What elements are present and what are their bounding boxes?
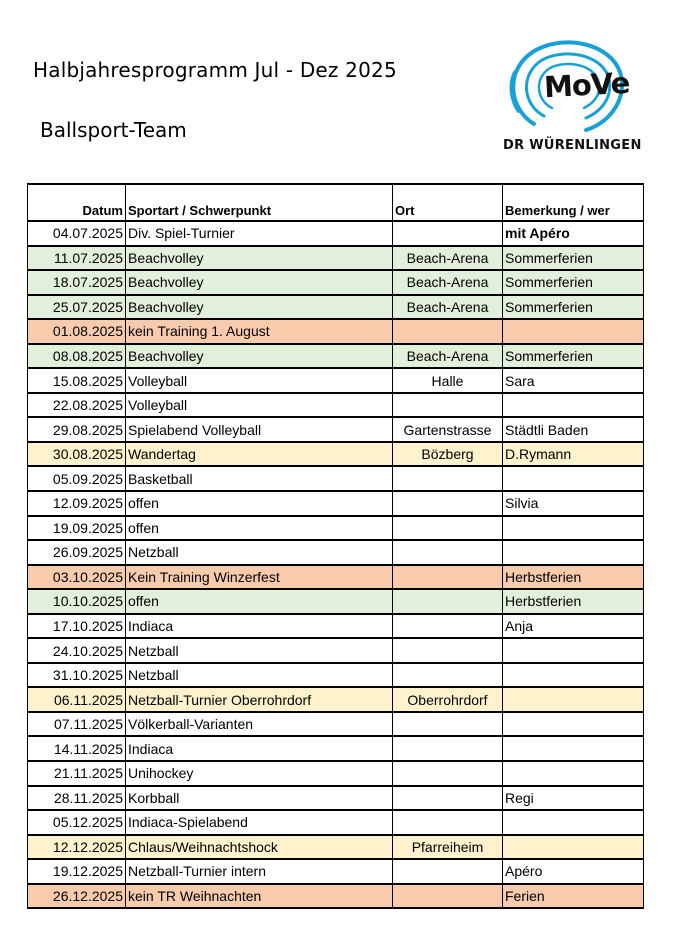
- table-row: [28, 736, 644, 761]
- cell-ort: [393, 859, 503, 884]
- cell-ort: Bözberg: [393, 442, 503, 467]
- table-row: [28, 295, 644, 320]
- cell-bemerkung: Silvia: [503, 491, 644, 516]
- cell-sportart: Netzball: [126, 638, 393, 663]
- table-row: [28, 442, 644, 467]
- table-row: [28, 786, 644, 811]
- header-datum: Datum: [28, 184, 126, 221]
- cell-sportart: Netzball-Turnier Oberrohrdorf: [126, 687, 393, 712]
- cell-datum: 07.11.2025: [28, 712, 126, 737]
- cell-bemerkung: Sommerferien: [503, 344, 644, 369]
- cell-bemerkung: mit Apéro: [503, 221, 644, 246]
- table-row: [28, 516, 644, 541]
- cell-ort: Beach-Arena: [393, 344, 503, 369]
- cell-bemerkung: Städtli Baden: [503, 417, 644, 442]
- cell-datum: 05.09.2025: [28, 466, 126, 491]
- cell-bemerkung: [503, 736, 644, 761]
- cell-ort: [393, 589, 503, 614]
- cell-bemerkung: Sommerferien: [503, 295, 644, 320]
- cell-ort: Pfarreiheim: [393, 835, 503, 860]
- table-row: [28, 663, 644, 688]
- cell-bemerkung: [503, 663, 644, 688]
- cell-ort: [393, 712, 503, 737]
- cell-ort: Halle: [393, 368, 503, 393]
- cell-bemerkung: [503, 761, 644, 786]
- cell-sportart: Korbball: [126, 786, 393, 811]
- cell-datum: 19.09.2025: [28, 516, 126, 541]
- cell-bemerkung: [503, 540, 644, 565]
- table-row: [28, 589, 644, 614]
- cell-ort: Beach-Arena: [393, 295, 503, 320]
- cell-bemerkung: [503, 687, 644, 712]
- cell-ort: [393, 810, 503, 835]
- cell-ort: [393, 884, 503, 909]
- cell-datum: 19.12.2025: [28, 859, 126, 884]
- table-row: [28, 761, 644, 786]
- table-row: [28, 393, 644, 418]
- move-logo: [500, 38, 642, 163]
- cell-sportart: offen: [126, 491, 393, 516]
- table-header-row: [28, 184, 644, 221]
- cell-datum: 12.09.2025: [28, 491, 126, 516]
- cell-sportart: Beachvolley: [126, 295, 393, 320]
- cell-datum: 11.07.2025: [28, 246, 126, 271]
- cell-datum: 31.10.2025: [28, 663, 126, 688]
- cell-bemerkung: [503, 712, 644, 737]
- table-row: [28, 835, 644, 860]
- cell-sportart: Div. Spiel-Turnier: [126, 221, 393, 246]
- cell-bemerkung: [503, 810, 644, 835]
- cell-sportart: Völkerball-Varianten: [126, 712, 393, 737]
- cell-sportart: Beachvolley: [126, 246, 393, 271]
- header-ort: Ort: [393, 184, 503, 221]
- cell-ort: Oberrohrdorf: [393, 687, 503, 712]
- cell-sportart: Spielabend Volleyball: [126, 417, 393, 442]
- table-row: [28, 466, 644, 491]
- cell-ort: [393, 736, 503, 761]
- cell-sportart: Volleyball: [126, 393, 393, 418]
- cell-bemerkung: [503, 393, 644, 418]
- cell-datum: 06.11.2025: [28, 687, 126, 712]
- header-bemerkung: Bemerkung / wer: [503, 184, 644, 221]
- cell-ort: Beach-Arena: [393, 270, 503, 295]
- cell-sportart: Indiaca: [126, 614, 393, 639]
- cell-datum: 21.11.2025: [28, 761, 126, 786]
- cell-ort: [393, 516, 503, 541]
- cell-sportart: Netzball: [126, 663, 393, 688]
- cell-bemerkung: Regi: [503, 786, 644, 811]
- cell-sportart: Netzball-Turnier intern: [126, 859, 393, 884]
- cell-sportart: Indiaca-Spielabend: [126, 810, 393, 835]
- table-row: [28, 712, 644, 737]
- cell-datum: 26.09.2025: [28, 540, 126, 565]
- cell-sportart: kein Training 1. August: [126, 319, 393, 344]
- cell-datum: 14.11.2025: [28, 736, 126, 761]
- cell-ort: Gartenstrasse: [393, 417, 503, 442]
- table-row: [28, 368, 644, 393]
- cell-bemerkung: Apéro: [503, 859, 644, 884]
- logo-wordmark: MoVe: [543, 65, 631, 105]
- cell-bemerkung: [503, 466, 644, 491]
- cell-bemerkung: Anja: [503, 614, 644, 639]
- cell-sportart: Netzball: [126, 540, 393, 565]
- table-row: [28, 344, 644, 369]
- cell-bemerkung: [503, 516, 644, 541]
- cell-datum: 15.08.2025: [28, 368, 126, 393]
- table-row: [28, 491, 644, 516]
- cell-ort: [393, 491, 503, 516]
- cell-sportart: Kein Training Winzerfest: [126, 565, 393, 590]
- cell-datum: 01.08.2025: [28, 319, 126, 344]
- cell-bemerkung: Herbstferien: [503, 589, 644, 614]
- cell-sportart: Beachvolley: [126, 344, 393, 369]
- cell-datum: 18.07.2025: [28, 270, 126, 295]
- table-row: [28, 319, 644, 344]
- table-row: [28, 638, 644, 663]
- cell-ort: [393, 638, 503, 663]
- cell-bemerkung: [503, 319, 644, 344]
- cell-ort: [393, 663, 503, 688]
- cell-datum: 24.10.2025: [28, 638, 126, 663]
- cell-ort: Beach-Arena: [393, 246, 503, 271]
- cell-datum: 25.07.2025: [28, 295, 126, 320]
- cell-sportart: Chlaus/Weihnachtshock: [126, 835, 393, 860]
- table-row: [28, 884, 644, 909]
- cell-sportart: Beachvolley: [126, 270, 393, 295]
- cell-datum: 28.11.2025: [28, 786, 126, 811]
- cell-sportart: Volleyball: [126, 368, 393, 393]
- cell-datum: 17.10.2025: [28, 614, 126, 639]
- table-row: [28, 417, 644, 442]
- cell-datum: 05.12.2025: [28, 810, 126, 835]
- cell-sportart: offen: [126, 589, 393, 614]
- cell-ort: [393, 221, 503, 246]
- cell-datum: 26.12.2025: [28, 884, 126, 909]
- cell-datum: 22.08.2025: [28, 393, 126, 418]
- table-row: [28, 246, 644, 271]
- cell-sportart: Indiaca: [126, 736, 393, 761]
- cell-sportart: offen: [126, 516, 393, 541]
- cell-datum: 04.07.2025: [28, 221, 126, 246]
- logo-subtitle: DR WÜRENLINGEN: [503, 138, 642, 153]
- cell-ort: [393, 565, 503, 590]
- team-name: Ballsport-Team: [40, 118, 187, 142]
- cell-datum: 08.08.2025: [28, 344, 126, 369]
- header-sportart: Sportart / Schwerpunkt: [126, 184, 393, 221]
- cell-bemerkung: [503, 638, 644, 663]
- cell-ort: [393, 540, 503, 565]
- cell-ort: [393, 319, 503, 344]
- cell-sportart: Wandertag: [126, 442, 393, 467]
- table-row: [28, 540, 644, 565]
- table-row: [28, 221, 644, 246]
- cell-bemerkung: Ferien: [503, 884, 644, 909]
- table-row: [28, 270, 644, 295]
- cell-bemerkung: Sommerferien: [503, 246, 644, 271]
- cell-datum: 29.08.2025: [28, 417, 126, 442]
- cell-ort: [393, 761, 503, 786]
- table-row: [28, 810, 644, 835]
- cell-ort: [393, 466, 503, 491]
- cell-bemerkung: D.Rymann: [503, 442, 644, 467]
- cell-ort: [393, 393, 503, 418]
- cell-ort: [393, 614, 503, 639]
- cell-sportart: Basketball: [126, 466, 393, 491]
- table-row: [28, 859, 644, 884]
- cell-bemerkung: Sara: [503, 368, 644, 393]
- table-row: [28, 565, 644, 590]
- cell-ort: [393, 786, 503, 811]
- page-title: Halbjahresprogramm Jul - Dez 2025: [33, 58, 397, 82]
- cell-sportart: kein TR Weihnachten: [126, 884, 393, 909]
- cell-sportart: Unihockey: [126, 761, 393, 786]
- cell-bemerkung: [503, 835, 644, 860]
- table-row: [28, 687, 644, 712]
- cell-bemerkung: Sommerferien: [503, 270, 644, 295]
- cell-datum: 30.08.2025: [28, 442, 126, 467]
- cell-datum: 12.12.2025: [28, 835, 126, 860]
- cell-bemerkung: Herbstferien: [503, 565, 644, 590]
- cell-datum: 10.10.2025: [28, 589, 126, 614]
- schedule-table: [27, 183, 644, 909]
- table-row: [28, 614, 644, 639]
- cell-datum: 03.10.2025: [28, 565, 126, 590]
